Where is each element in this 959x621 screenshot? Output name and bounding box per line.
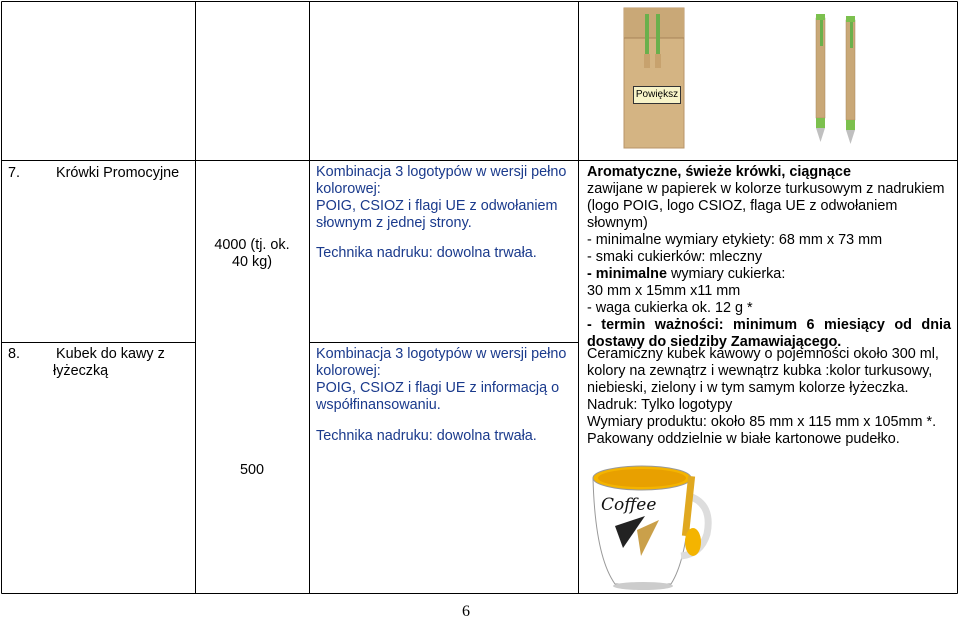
enlarge-button[interactable]: Powiększ — [633, 86, 681, 104]
candy-size-label-rest: wymiary cukierka: — [666, 266, 786, 282]
technique-value: dowolna trwała. — [436, 245, 537, 261]
description-line: (logo POIG, logo CSIOZ, flaga UE z odwołaniem — [587, 198, 898, 214]
technique-label: Technika nadruku: — [316, 428, 433, 444]
product-name: Krówki Promocyjne — [56, 165, 180, 181]
marking-line: Kombinacja 3 logotypów w wersji pełno — [316, 346, 567, 362]
description-line: niebieski, zielony i w tym samym kolorze łyżeczka. — [587, 380, 909, 396]
description-line: Pakowany oddzielnie w białe kartonowe pudełko. — [587, 431, 900, 447]
quantity-row8: 500 — [239, 462, 264, 478]
page-number: 6 — [462, 603, 470, 620]
marking-line: POIG, CSIOZ i flagi UE z informacją o — [316, 380, 560, 396]
candy-weight: - waga cukierka ok. 12 g * — [587, 300, 753, 316]
mug-logo-text: Coffee — [601, 495, 657, 515]
marking-line: Kombinacja 3 logotypów w wersji pełno — [316, 164, 567, 180]
marking-row7 — [316, 164, 576, 262]
expiry-line: dostawy do siedziby Zamawiającego. — [587, 334, 842, 350]
quantity-line: 4000 (tj. ok. — [214, 237, 290, 253]
marking-line: kolorowej: — [316, 181, 381, 197]
description-line: Nadruk: Tylko logotypy — [587, 397, 733, 413]
technique-value: dowolna trwała. — [436, 428, 537, 444]
candy-size-label-bold: - minimalne — [587, 266, 667, 282]
row-number: 7. — [8, 165, 21, 181]
coffee-mug-image — [585, 456, 715, 596]
product-name — [53, 346, 165, 380]
description-row7 — [587, 164, 951, 351]
candy-size-label — [587, 266, 951, 283]
marking-line: słownym z jednej strony. — [316, 215, 472, 231]
description-row8 — [587, 346, 951, 448]
marking-line: współfinansowaniu. — [316, 397, 441, 413]
row-number: 8. — [8, 346, 21, 362]
candy-dimensions: 30 mm x 15mm x11 mm — [587, 283, 741, 299]
technique-label: Technika nadruku: — [316, 245, 433, 261]
description-line: - smaki cukierków: mleczny — [587, 249, 763, 265]
description-line: - minimalne wymiary etykiety: 68 mm x 73 mm — [587, 232, 883, 248]
description-line: zawijane w papierek w kolorze turkusowym z nadrukiem — [587, 181, 945, 197]
quantity-row7 — [200, 237, 304, 271]
description-line: Ceramiczny kubek kawowy o pojemności około 300 ml, — [587, 346, 939, 362]
description-line: Wymiary produktu: około 85 mm x 115 mm x 105mm *. — [587, 414, 937, 430]
pen-set-image — [600, 6, 900, 156]
description-line: słownym) — [587, 215, 648, 231]
expiry-line: - termin ważności: minimum 6 miesiący od dnia — [587, 317, 951, 333]
product-name-line: Kubek do kawy z — [56, 346, 165, 362]
marking-line: kolorowej: — [316, 363, 381, 379]
marking-line: POIG, CSIOZ i flagi UE z odwołaniem — [316, 198, 558, 214]
quantity-line: 40 kg) — [232, 254, 272, 270]
marking-row8 — [316, 346, 576, 445]
product-name-line: łyżeczką — [53, 363, 109, 379]
description-line: kolory na zewnątrz i wewnątrz kubka :kolor turkusowy, — [587, 363, 933, 379]
print-technique — [316, 245, 576, 262]
description-title: Aromatyczne, świeże krówki, ciągnące — [587, 164, 851, 180]
print-technique — [316, 428, 576, 445]
